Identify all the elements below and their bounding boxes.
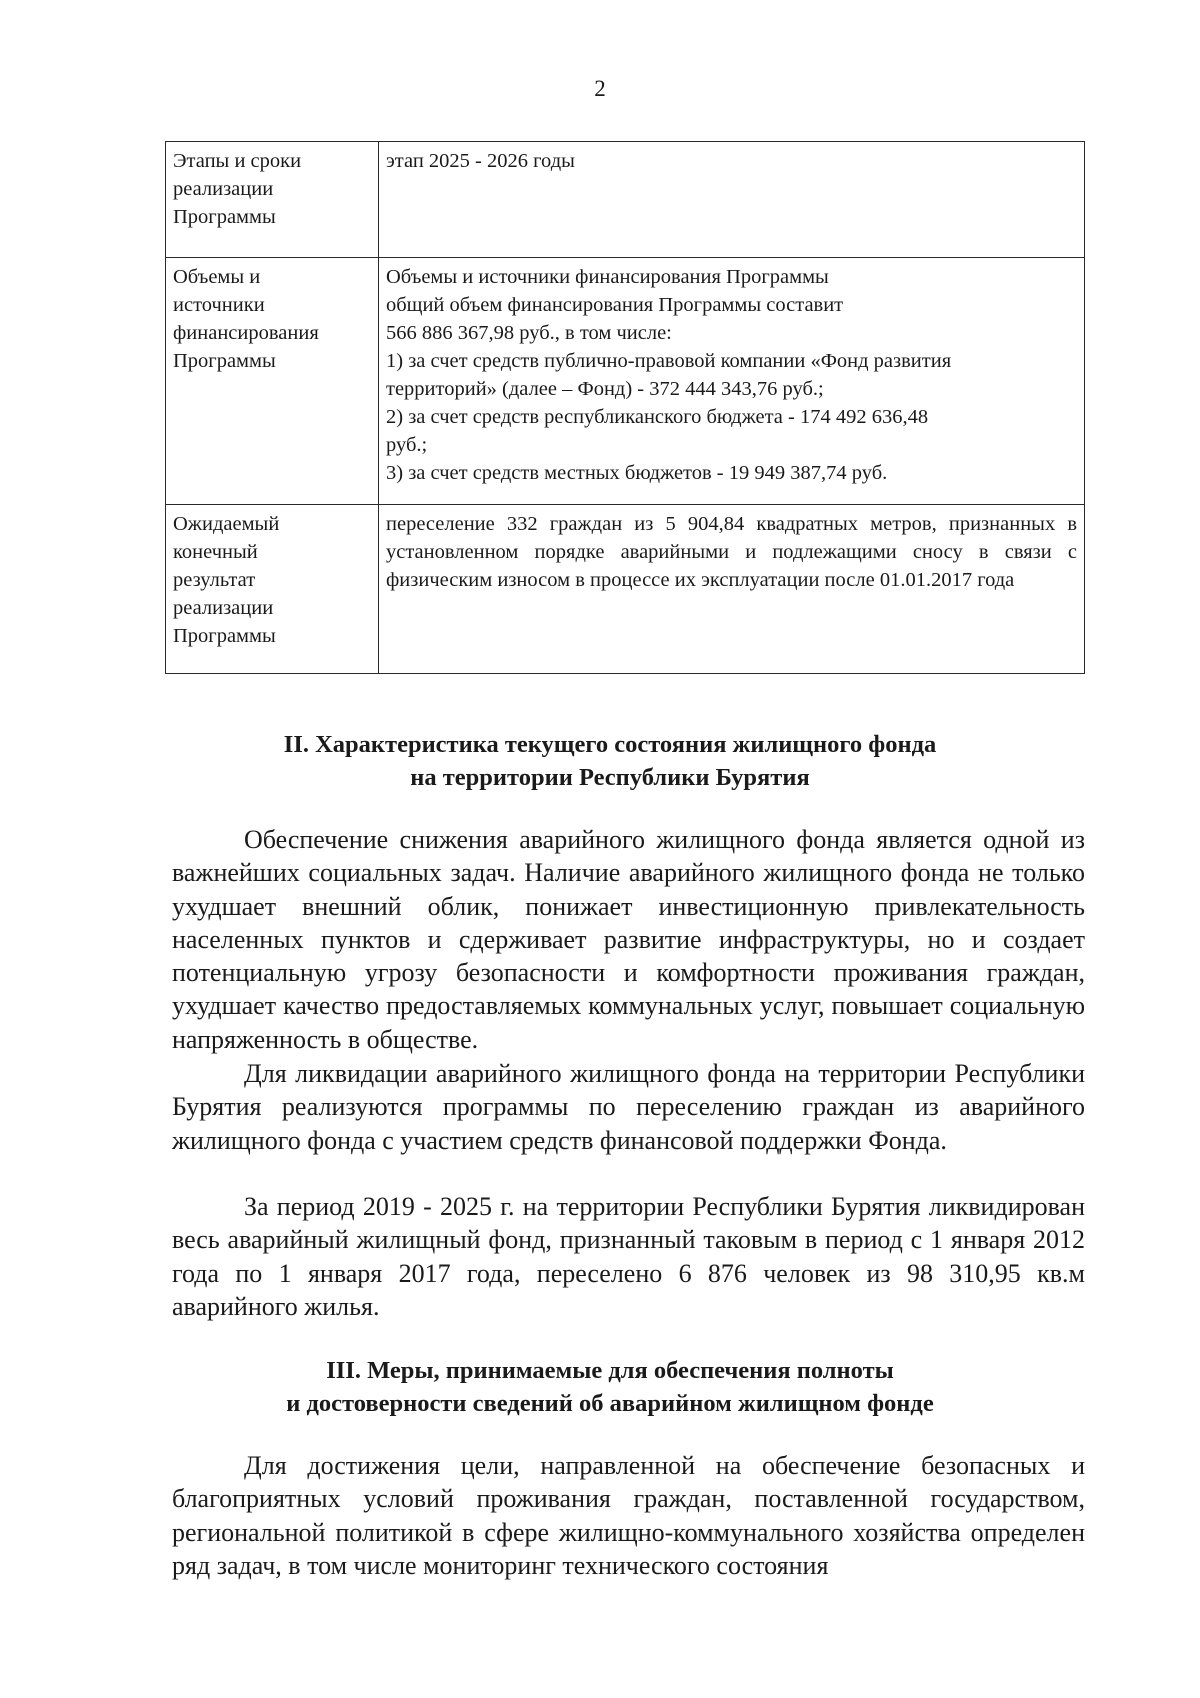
paragraph bbox=[172, 1057, 1085, 1157]
value-line: общий объем финансирования Программы составит bbox=[386, 294, 844, 316]
table-row bbox=[166, 258, 1085, 505]
paragraph bbox=[172, 1449, 1085, 1582]
table-row bbox=[166, 142, 1085, 258]
label-line: Этапы и сроки bbox=[173, 150, 302, 172]
section-2-title bbox=[160, 728, 1060, 794]
program-passport-table bbox=[165, 141, 1085, 674]
value-line: территорий» (далее – Фонд) - 372 444 343,76 руб.; bbox=[386, 378, 824, 400]
paragraph-text: Обеспечение снижения аварийного жилищного фонда является одной из важнейших социальных задач. Наличие аварийного жилищного фонда не только ухудшает внешний облик, понижает инвестиционную привлекательность населенных пунктов и сдерживает развитие инфраструктуры, но и создает потенциальную угрозу безопасности и комфортности проживания граждан, ухудшает качество предоставляемых коммунальных услуг, повышает социальную напряженность в обществе. bbox=[172, 825, 1085, 1054]
row-value bbox=[379, 258, 1085, 505]
value-line: 566 886 367,98 руб., в том числе: bbox=[386, 322, 672, 344]
value-line: этап 2025 - 2026 годы bbox=[386, 150, 575, 172]
value-line: руб.; bbox=[386, 434, 428, 456]
section-title-line: III. Меры, принимаемые для обеспечения полноты bbox=[326, 1357, 894, 1384]
row-label bbox=[166, 142, 379, 258]
label-line: Программы bbox=[173, 206, 276, 228]
page-number: 2 bbox=[594, 76, 606, 101]
expected-result-text: переселение 332 граждан из 5 904,84 квадратных метров, признанных в установленном порядке аварийными и подлежащими сносу в связи с физическим износом в процессе их эксплуатации после 01.01.2017 года bbox=[386, 513, 1077, 591]
section-3-title bbox=[160, 1354, 1060, 1420]
value-line: 1) за счет средств публично-правовой компании «Фонд развития bbox=[386, 350, 952, 372]
label-line: конечный bbox=[173, 541, 258, 563]
label-line: Ожидаемый bbox=[173, 513, 280, 535]
value-line: Объемы и источники финансирования Программы bbox=[386, 266, 829, 288]
value-line: 3) за счет средств местных бюджетов - 19 949 387,74 руб. bbox=[386, 462, 888, 484]
label-line: результат bbox=[173, 569, 256, 591]
row-value bbox=[379, 505, 1085, 674]
paragraph-text: За период 2019 - 2025 г. на территории Республики Бурятия ликвидирован весь аварийный жилищный фонд, признанный таковым в период с 1 января 2012 года по 1 января 2017 года, переселено 6 876 человек из 98 310,95 кв.м аварийного жилья. bbox=[172, 1192, 1085, 1321]
section-title-line: на территории Республики Бурятия bbox=[410, 764, 810, 791]
row-label bbox=[166, 505, 379, 674]
paragraph bbox=[172, 823, 1085, 1056]
paragraph-text: Для ликвидации аварийного жилищного фонда на территории Республики Бурятия реализуются программы по переселению граждан из аварийного жилищного фонда с участием средств финансовой поддержки Фонда. bbox=[172, 1059, 1085, 1155]
table-row bbox=[166, 505, 1085, 674]
section-title-line: и достоверности сведений об аварийном жилищном фонде bbox=[286, 1390, 934, 1417]
label-line: реализации bbox=[173, 597, 274, 619]
value-line: 2) за счет средств республиканского бюджета - 174 492 636,48 bbox=[386, 406, 929, 428]
label-line: Программы bbox=[173, 625, 276, 647]
paragraph bbox=[172, 1190, 1085, 1323]
label-line: финансирования bbox=[173, 322, 319, 344]
paragraph-text: Для достижения цели, направленной на обеспечение безопасных и благоприятных условий проживания граждан, поставленной государством, региональной политикой в сфере жилищно-коммунального хозяйства определен ряд задач, в том числе мониторинг технического состояния bbox=[172, 1451, 1085, 1580]
section-title-line: II. Характеристика текущего состояния жилищного фонда bbox=[283, 731, 937, 758]
label-line: Программы bbox=[173, 350, 276, 372]
label-line: реализации bbox=[173, 178, 274, 200]
label-line: источники bbox=[173, 294, 265, 316]
row-label bbox=[166, 258, 379, 505]
row-value bbox=[379, 142, 1085, 258]
label-line: Объемы и bbox=[173, 266, 261, 288]
